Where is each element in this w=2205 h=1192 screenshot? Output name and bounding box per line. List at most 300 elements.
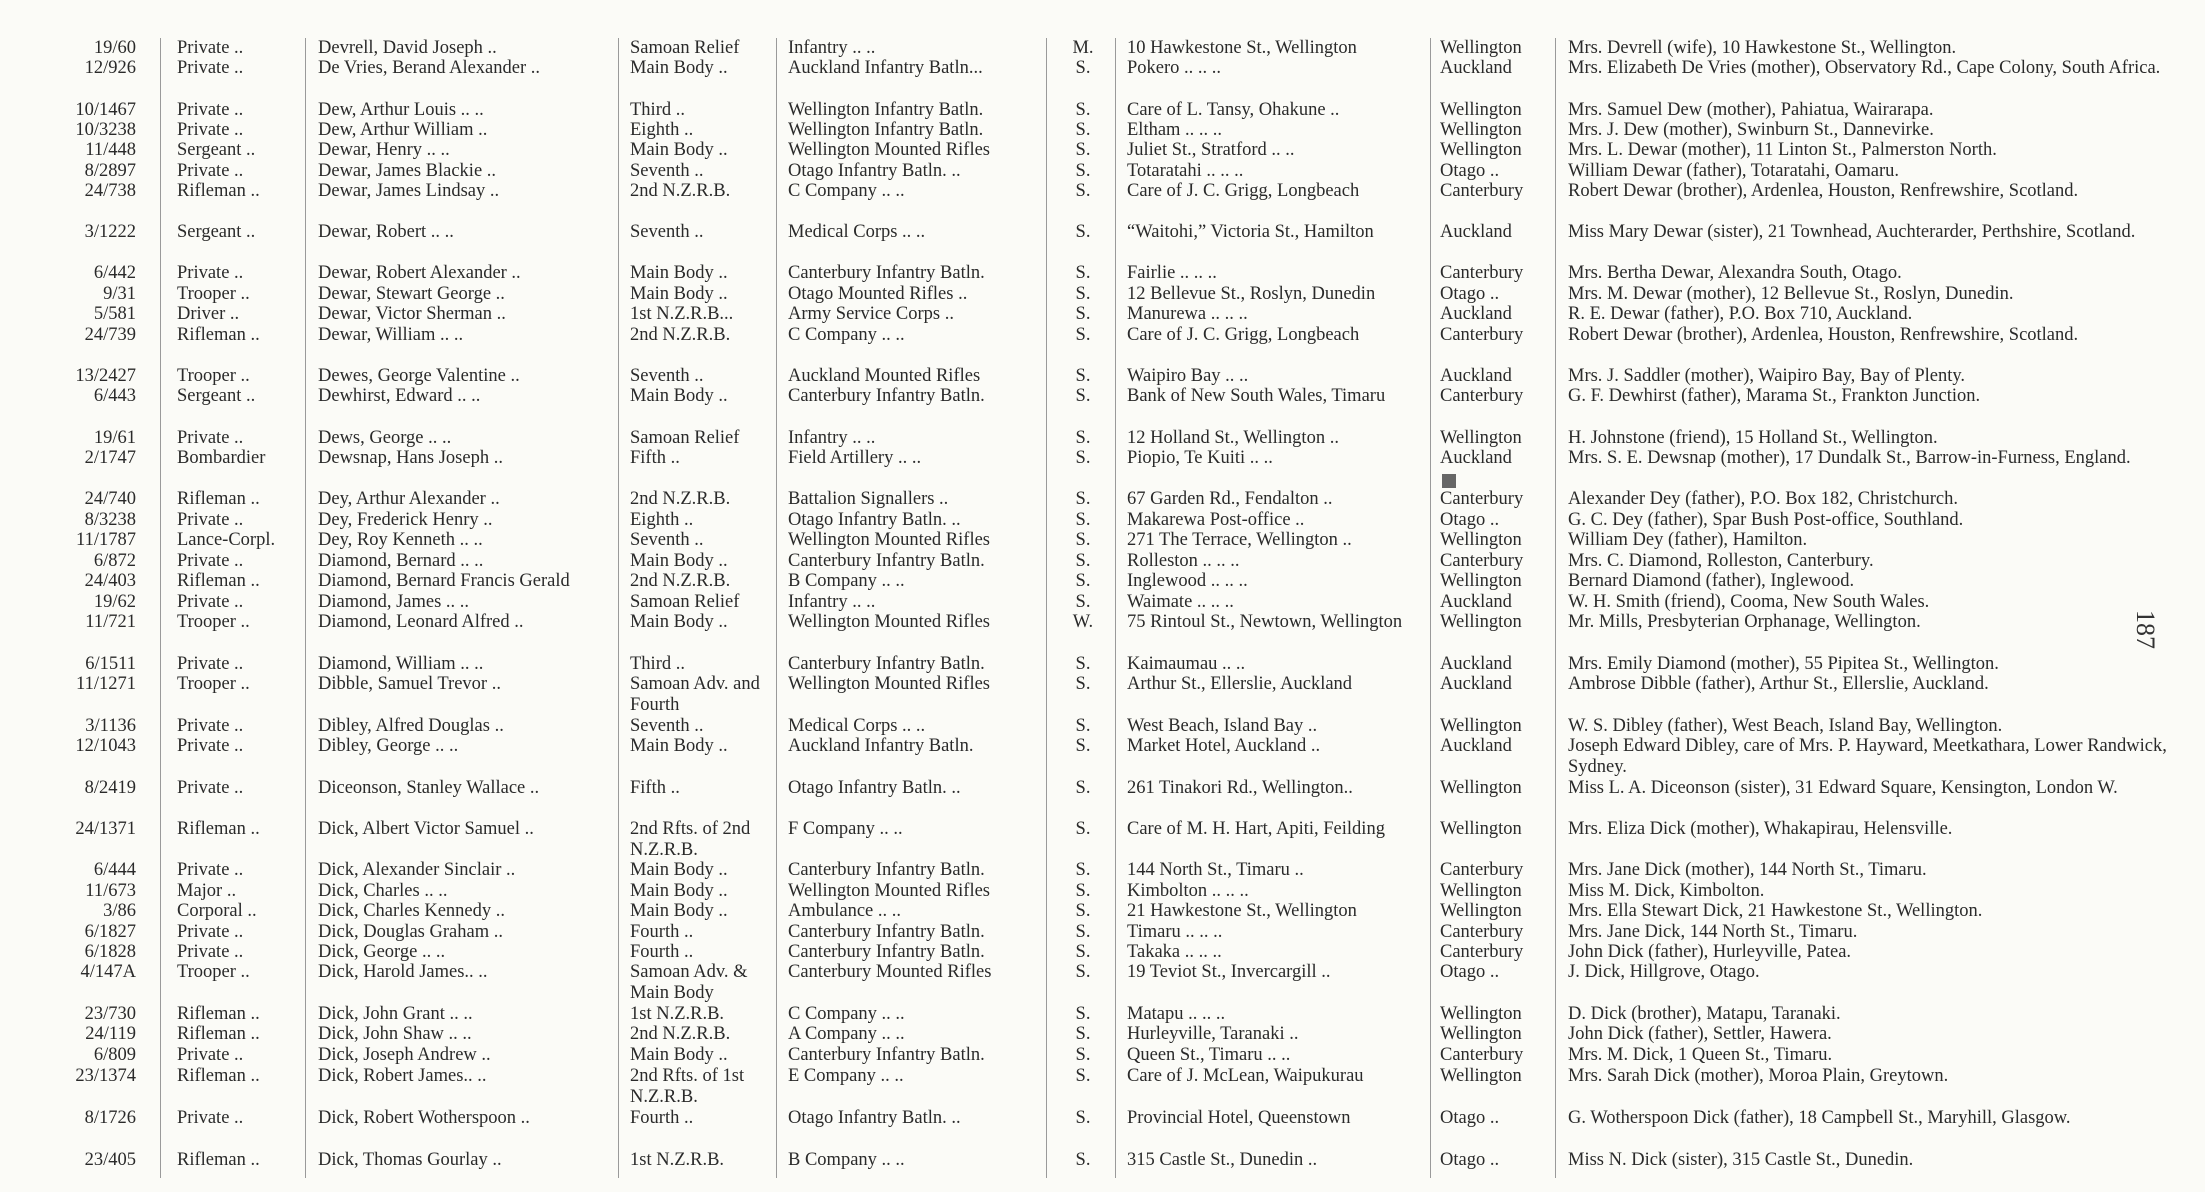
rank-cell: Bombardier: [177, 448, 266, 468]
kin-cell: G. Wotherspoon Dick (father), 18 Campbell St., Maryhill, Glasgow.: [1568, 1108, 2071, 1128]
rank-cell: Driver ..: [177, 304, 240, 324]
address-cell: Takaka .. .. ..: [1127, 942, 1222, 962]
rank-cell: Lance-Corpl.: [177, 530, 276, 550]
town-cell: Canterbury: [1440, 181, 1524, 201]
status-cell: S.: [1075, 922, 1091, 942]
kin-cell: Mrs. Emily Diamond (mother), 55 Pipitea St., Wellington.: [1568, 654, 1999, 674]
town-cell: Wellington: [1440, 120, 1522, 140]
name-cell: Devrell, David Joseph ..: [318, 38, 497, 58]
town-cell: Wellington: [1440, 819, 1522, 839]
town-cell: Otago ..: [1440, 284, 1500, 304]
num-cell: 6/1828: [84, 942, 136, 962]
town-cell: Wellington: [1440, 571, 1522, 591]
town-cell: Wellington: [1440, 38, 1522, 58]
rank-cell: Private ..: [177, 778, 244, 798]
draft-cell: 1st N.Z.R.B...: [630, 304, 734, 324]
address-cell: Eltham .. .. ..: [1127, 120, 1223, 140]
name-cell: Dey, Arthur Alexander ..: [318, 489, 500, 509]
num-cell: 11/448: [85, 140, 136, 160]
kin-cell: William Dey (father), Hamilton.: [1568, 530, 1808, 550]
kin-cell: R. E. Dewar (father), P.O. Box 710, Auckland.: [1568, 304, 1913, 324]
draft-cell: Samoan Adv. and Fourth: [630, 674, 760, 715]
draft-cell: Fifth ..: [630, 778, 680, 798]
rank-cell: Rifleman ..: [177, 1150, 260, 1170]
status-cell: S.: [1075, 1108, 1091, 1128]
kin-cell: G. F. Dewhirst (father), Marama St., Frankton Junction.: [1568, 386, 1981, 406]
name-cell: Dewar, James Lindsay ..: [318, 181, 500, 201]
kin-cell: Mrs. Jane Dick, 144 North St., Timaru.: [1568, 922, 1858, 942]
unit-cell: Canterbury Infantry Batln.: [788, 942, 985, 962]
address-cell: Bank of New South Wales, Timaru: [1127, 386, 1386, 406]
address-cell: Makarewa Post-office ..: [1127, 510, 1305, 530]
unit-cell: Field Artillery .. ..: [788, 448, 922, 468]
name-cell: Dick, Douglas Graham ..: [318, 922, 503, 942]
draft-cell: Fourth ..: [630, 922, 694, 942]
status-cell: S.: [1075, 140, 1091, 160]
rank-cell: Sergeant ..: [177, 222, 256, 242]
town-cell: Wellington: [1440, 778, 1522, 798]
town-cell: Canterbury: [1440, 860, 1524, 880]
name-cell: Dick, George .. ..: [318, 942, 446, 962]
kin-cell: Ambrose Dibble (father), Arthur St., Ellerslie, Auckland.: [1568, 674, 1989, 694]
name-cell: Dick, Alexander Sinclair ..: [318, 860, 516, 880]
status-cell: M.: [1072, 38, 1094, 58]
unit-cell: B Company .. ..: [788, 571, 905, 591]
kin-cell: Mrs. C. Diamond, Rolleston, Canterbury.: [1568, 551, 1874, 571]
address-cell: Totaratahi .. .. ..: [1127, 161, 1244, 181]
town-cell: Wellington: [1440, 1024, 1522, 1044]
status-cell: S.: [1075, 674, 1091, 694]
status-cell: S.: [1075, 386, 1091, 406]
address-cell: Market Hotel, Auckland ..: [1127, 736, 1321, 756]
unit-cell: Infantry .. ..: [788, 592, 876, 612]
town-cell: Auckland: [1440, 304, 1512, 324]
draft-cell: Fourth ..: [630, 942, 694, 962]
kin-cell: Mrs. J. Saddler (mother), Waipiro Bay, Bay of Plenty.: [1568, 366, 1966, 386]
kin-cell: Miss M. Dick, Kimbolton.: [1568, 881, 1765, 901]
status-cell: S.: [1075, 1045, 1091, 1065]
address-cell: Hurleyville, Taranaki ..: [1127, 1024, 1299, 1044]
name-cell: Diceonson, Stanley Wallace ..: [318, 778, 540, 798]
town-cell: Otago ..: [1440, 1150, 1500, 1170]
draft-cell: Samoan Relief: [630, 38, 740, 58]
unit-cell: Otago Infantry Batln. ..: [788, 510, 961, 530]
address-cell: Pokero .. .. ..: [1127, 58, 1222, 78]
name-cell: Diamond, Leonard Alfred ..: [318, 612, 524, 632]
num-cell: 19/61: [93, 428, 136, 448]
column-rule: [305, 38, 306, 1178]
status-cell: S.: [1075, 325, 1091, 345]
status-cell: S.: [1075, 304, 1091, 324]
rank-cell: Private ..: [177, 100, 244, 120]
draft-cell: 1st N.Z.R.B.: [630, 1150, 725, 1170]
name-cell: Dewar, Victor Sherman ..: [318, 304, 506, 324]
address-cell: Care of J. C. Grigg, Longbeach: [1127, 181, 1360, 201]
kin-cell: Robert Dewar (brother), Ardenlea, Houston, Renfrewshire, Scotland.: [1568, 181, 2079, 201]
status-cell: S.: [1075, 592, 1091, 612]
kin-cell: Alexander Dey (father), P.O. Box 182, Christchurch.: [1568, 489, 1958, 509]
unit-cell: Ambulance .. ..: [788, 901, 902, 921]
status-cell: S.: [1075, 428, 1091, 448]
name-cell: Dick, Thomas Gourlay ..: [318, 1150, 502, 1170]
unit-cell: C Company .. ..: [788, 1004, 905, 1024]
name-cell: Dick, Robert Wotherspoon ..: [318, 1108, 530, 1128]
unit-cell: Canterbury Infantry Batln.: [788, 551, 985, 571]
town-cell: Wellington: [1440, 530, 1522, 550]
address-cell: Care of L. Tansy, Ohakune ..: [1127, 100, 1340, 120]
rank-cell: Private ..: [177, 120, 244, 140]
kin-cell: Mrs. Jane Dick (mother), 144 North St., Timaru.: [1568, 860, 1927, 880]
rank-cell: Private ..: [177, 1045, 244, 1065]
unit-cell: Army Service Corps ..: [788, 304, 954, 324]
name-cell: Dew, Arthur William ..: [318, 120, 488, 140]
name-cell: Dewar, William .. ..: [318, 325, 464, 345]
status-cell: S.: [1075, 284, 1091, 304]
draft-cell: 1st N.Z.R.B.: [630, 1004, 725, 1024]
town-cell: Auckland: [1440, 674, 1512, 694]
status-cell: S.: [1075, 510, 1091, 530]
name-cell: Dewar, Stewart George ..: [318, 284, 505, 304]
town-cell: Auckland: [1440, 448, 1512, 468]
address-cell: Waimate .. .. ..: [1127, 592, 1234, 612]
unit-cell: Medical Corps .. ..: [788, 716, 926, 736]
num-cell: 9/31: [103, 284, 136, 304]
unit-cell: Wellington Mounted Rifles: [788, 612, 990, 632]
address-cell: Kimbolton .. .. ..: [1127, 881, 1249, 901]
draft-cell: Main Body ..: [630, 263, 728, 283]
address-cell: Arthur St., Ellerslie, Auckland: [1127, 674, 1353, 694]
unit-cell: Auckland Infantry Batln...: [788, 58, 983, 78]
status-cell: S.: [1075, 1150, 1091, 1170]
unit-cell: Medical Corps .. ..: [788, 222, 926, 242]
unit-cell: Wellington Mounted Rifles: [788, 881, 990, 901]
address-cell: 10 Hawkestone St., Wellington: [1127, 38, 1357, 58]
kin-cell: Mr. Mills, Presbyterian Orphanage, Wellington.: [1568, 612, 1921, 632]
unit-cell: Otago Mounted Rifles ..: [788, 284, 968, 304]
rank-cell: Trooper ..: [177, 284, 250, 304]
address-cell: Piopio, Te Kuiti .. ..: [1127, 448, 1273, 468]
num-cell: 6/1827: [84, 922, 136, 942]
town-cell: Canterbury: [1440, 1045, 1524, 1065]
num-cell: 24/403: [84, 571, 136, 591]
status-cell: S.: [1075, 819, 1091, 839]
unit-cell: C Company .. ..: [788, 181, 905, 201]
town-cell: Canterbury: [1440, 386, 1524, 406]
draft-cell: Samoan Relief: [630, 592, 740, 612]
status-cell: S.: [1075, 263, 1091, 283]
name-cell: De Vries, Berand Alexander ..: [318, 58, 541, 78]
status-cell: S.: [1075, 120, 1091, 140]
unit-cell: Canterbury Infantry Batln.: [788, 860, 985, 880]
num-cell: 6/1511: [85, 654, 136, 674]
address-cell: 75 Rintoul St., Newtown, Wellington: [1127, 612, 1403, 632]
unit-cell: Canterbury Mounted Rifles: [788, 962, 992, 982]
status-cell: S.: [1075, 716, 1091, 736]
draft-cell: Fourth ..: [630, 1108, 694, 1128]
draft-cell: 2nd N.Z.R.B.: [630, 325, 731, 345]
name-cell: Dewhirst, Edward .. ..: [318, 386, 481, 406]
rank-cell: Rifleman ..: [177, 1066, 260, 1086]
name-cell: Dick, Albert Victor Samuel ..: [318, 819, 534, 839]
rank-cell: Trooper ..: [177, 962, 250, 982]
status-cell: S.: [1075, 489, 1091, 509]
unit-cell: Canterbury Infantry Batln.: [788, 654, 985, 674]
name-cell: Dewar, Henry .. ..: [318, 140, 450, 160]
num-cell: 11/1271: [76, 674, 136, 694]
num-cell: 24/738: [84, 181, 136, 201]
status-cell: W.: [1072, 612, 1094, 632]
status-cell: S.: [1075, 1024, 1091, 1044]
rank-cell: Private ..: [177, 942, 244, 962]
name-cell: Dick, Charles .. ..: [318, 881, 448, 901]
address-cell: 19 Teviot St., Invercargill ..: [1127, 962, 1331, 982]
town-cell: Canterbury: [1440, 942, 1524, 962]
town-cell: Auckland: [1440, 222, 1512, 242]
name-cell: Dewar, James Blackie ..: [318, 161, 497, 181]
kin-cell: Mrs. S. E. Dewsnap (mother), 17 Dundalk St., Barrow-in-Furness, England.: [1568, 448, 2131, 468]
kin-cell: J. Dick, Hillgrove, Otago.: [1568, 962, 1760, 982]
kin-cell: W. H. Smith (friend), Cooma, New South Wales.: [1568, 592, 1930, 612]
town-cell: Wellington: [1440, 612, 1522, 632]
draft-cell: Samoan Adv. & Main Body: [630, 962, 748, 1003]
draft-cell: Main Body ..: [630, 881, 728, 901]
draft-cell: Eighth ..: [630, 120, 694, 140]
name-cell: Dewsnap, Hans Joseph ..: [318, 448, 503, 468]
draft-cell: 2nd N.Z.R.B.: [630, 571, 731, 591]
kin-cell: Mrs. M. Dewar (mother), 12 Bellevue St., Roslyn, Dunedin.: [1568, 284, 2014, 304]
rank-cell: Rifleman ..: [177, 819, 260, 839]
kin-cell: Mrs. M. Dick, 1 Queen St., Timaru.: [1568, 1045, 1833, 1065]
status-cell: S.: [1075, 901, 1091, 921]
rank-cell: Private ..: [177, 428, 244, 448]
rank-cell: Private ..: [177, 161, 244, 181]
rank-cell: Private ..: [177, 922, 244, 942]
kin-cell: Mrs. Sarah Dick (mother), Moroa Plain, Greytown.: [1568, 1066, 1949, 1086]
unit-cell: Otago Infantry Batln. ..: [788, 161, 961, 181]
name-cell: Dibley, Alfred Douglas ..: [318, 716, 504, 736]
status-cell: S.: [1075, 366, 1091, 386]
unit-cell: Otago Infantry Batln. ..: [788, 1108, 961, 1128]
rank-cell: Rifleman ..: [177, 571, 260, 591]
rank-cell: Rifleman ..: [177, 1004, 260, 1024]
name-cell: Dick, Joseph Andrew ..: [318, 1045, 491, 1065]
address-cell: Fairlie .. .. ..: [1127, 263, 1217, 283]
status-cell: S.: [1075, 1004, 1091, 1024]
address-cell: Provincial Hotel, Queenstown: [1127, 1108, 1351, 1128]
page-number: 187: [2131, 610, 2160, 649]
status-cell: S.: [1075, 571, 1091, 591]
num-cell: 19/62: [93, 592, 136, 612]
rank-cell: Private ..: [177, 736, 244, 756]
draft-cell: 2nd Rfts. of 2nd N.Z.R.B.: [630, 819, 751, 860]
name-cell: Dick, John Shaw .. ..: [318, 1024, 472, 1044]
address-cell: 315 Castle St., Dunedin ..: [1127, 1150, 1318, 1170]
unit-cell: Wellington Mounted Rifles: [788, 530, 990, 550]
town-cell: Wellington: [1440, 140, 1522, 160]
rank-cell: Private ..: [177, 716, 244, 736]
num-cell: 8/1726: [84, 1108, 136, 1128]
draft-cell: Seventh ..: [630, 716, 704, 736]
rank-cell: Trooper ..: [177, 674, 250, 694]
num-cell: 3/86: [103, 901, 136, 921]
num-cell: 8/2897: [84, 161, 136, 181]
draft-cell: Main Body ..: [630, 1045, 728, 1065]
draft-cell: Samoan Relief: [630, 428, 740, 448]
kin-cell: Miss L. A. Diceonson (sister), 31 Edward Square, Kensington, London W.: [1568, 778, 2118, 798]
num-cell: 8/3238: [84, 510, 136, 530]
num-cell: 2/1747: [84, 448, 136, 468]
kin-cell: Mrs. L. Dewar (mother), 11 Linton St., Palmerston North.: [1568, 140, 1997, 160]
status-cell: S.: [1075, 161, 1091, 181]
address-cell: 261 Tinakori Rd., Wellington..: [1127, 778, 1353, 798]
kin-cell: D. Dick (brother), Matapu, Taranaki.: [1568, 1004, 1841, 1024]
status-cell: S.: [1075, 551, 1091, 571]
rank-cell: Rifleman ..: [177, 181, 260, 201]
num-cell: 3/1136: [85, 716, 136, 736]
town-cell: Wellington: [1440, 881, 1522, 901]
status-cell: S.: [1075, 1066, 1091, 1086]
draft-cell: Third ..: [630, 100, 685, 120]
address-cell: Inglewood .. .. ..: [1127, 571, 1248, 591]
unit-cell: Canterbury Infantry Batln.: [788, 386, 985, 406]
town-cell: Canterbury: [1440, 551, 1524, 571]
address-cell: 271 The Terrace, Wellington ..: [1127, 530, 1352, 550]
num-cell: 6/809: [93, 1045, 136, 1065]
address-cell: “Waitohi,” Victoria St., Hamilton: [1127, 222, 1374, 242]
unit-cell: Infantry .. ..: [788, 38, 876, 58]
unit-cell: Wellington Mounted Rifles: [788, 674, 990, 694]
draft-cell: 2nd N.Z.R.B.: [630, 1024, 731, 1044]
rank-cell: Rifleman ..: [177, 1024, 260, 1044]
kin-cell: Mrs. Elizabeth De Vries (mother), Observatory Rd., Cape Colony, South Africa.: [1568, 58, 2161, 78]
town-cell: Canterbury: [1440, 489, 1524, 509]
draft-cell: Seventh ..: [630, 366, 704, 386]
town-cell: Otago ..: [1440, 161, 1500, 181]
rank-cell: Corporal ..: [177, 901, 257, 921]
name-cell: Dewes, George Valentine ..: [318, 366, 520, 386]
name-cell: Dibble, Samuel Trevor ..: [318, 674, 501, 694]
town-cell: Canterbury: [1440, 263, 1524, 283]
ink-speck: [1442, 474, 1456, 488]
kin-cell: Mrs. Devrell (wife), 10 Hawkestone St., Wellington.: [1568, 38, 1957, 58]
kin-cell: John Dick (father), Hurleyville, Patea.: [1568, 942, 1852, 962]
status-cell: S.: [1075, 778, 1091, 798]
address-cell: Rolleston .. .. ..: [1127, 551, 1240, 571]
name-cell: Diamond, Bernard .. ..: [318, 551, 484, 571]
num-cell: 19/60: [93, 38, 136, 58]
address-cell: 144 North St., Timaru ..: [1127, 860, 1304, 880]
unit-cell: Auckland Mounted Rifles: [788, 366, 981, 386]
kin-cell: Mrs. Ella Stewart Dick, 21 Hawkestone St., Wellington.: [1568, 901, 1983, 921]
num-cell: 11/673: [85, 881, 136, 901]
name-cell: Diamond, Bernard Francis Gerald: [318, 571, 570, 591]
address-cell: 12 Holland St., Wellington ..: [1127, 428, 1339, 448]
num-cell: 23/405: [84, 1150, 136, 1170]
num-cell: 24/740: [84, 489, 136, 509]
kin-cell: Joseph Edward Dibley, care of Mrs. P. Hayward, Meetkathara, Lower Randwick, Sydney.: [1568, 736, 2167, 777]
unit-cell: Battalion Signallers ..: [788, 489, 949, 509]
town-cell: Auckland: [1440, 654, 1512, 674]
address-cell: 21 Hawkestone St., Wellington: [1127, 901, 1357, 921]
num-cell: 6/443: [93, 386, 136, 406]
draft-cell: Main Body ..: [630, 386, 728, 406]
rank-cell: Rifleman ..: [177, 489, 260, 509]
town-cell: Wellington: [1440, 901, 1522, 921]
draft-cell: Main Body ..: [630, 551, 728, 571]
num-cell: 23/1374: [75, 1066, 136, 1086]
kin-cell: Mrs. Samuel Dew (mother), Pahiatua, Wairarapa.: [1568, 100, 1934, 120]
num-cell: 10/3238: [75, 120, 136, 140]
kin-cell: John Dick (father), Settler, Hawera.: [1568, 1024, 1832, 1044]
address-cell: Manurewa .. .. ..: [1127, 304, 1248, 324]
draft-cell: Main Body ..: [630, 612, 728, 632]
town-cell: Wellington: [1440, 716, 1522, 736]
draft-cell: Main Body ..: [630, 860, 728, 880]
name-cell: Dibley, George .. ..: [318, 736, 459, 756]
unit-cell: A Company .. ..: [788, 1024, 905, 1044]
draft-cell: Seventh ..: [630, 222, 704, 242]
unit-cell: Auckland Infantry Batln.: [788, 736, 974, 756]
town-cell: Wellington: [1440, 100, 1522, 120]
kin-cell: G. C. Dey (father), Spar Bush Post-office, Southland.: [1568, 510, 1964, 530]
column-rule: [1115, 38, 1116, 1178]
rank-cell: Private ..: [177, 1108, 244, 1128]
status-cell: S.: [1075, 181, 1091, 201]
num-cell: 4/147A: [80, 962, 136, 982]
draft-cell: Seventh ..: [630, 530, 704, 550]
rank-cell: Sergeant ..: [177, 386, 256, 406]
kin-cell: Mrs. Bertha Dewar, Alexandra South, Otago.: [1568, 263, 1902, 283]
status-cell: S.: [1075, 881, 1091, 901]
num-cell: 24/739: [84, 325, 136, 345]
name-cell: Dick, Harold James.. ..: [318, 962, 488, 982]
kin-cell: W. S. Dibley (father), West Beach, Island Bay, Wellington.: [1568, 716, 2003, 736]
address-cell: Kaimaumau .. ..: [1127, 654, 1246, 674]
name-cell: Dewar, Robert Alexander ..: [318, 263, 521, 283]
name-cell: Dick, Robert James.. ..: [318, 1066, 487, 1086]
num-cell: 12/1043: [75, 736, 136, 756]
draft-cell: Main Body ..: [630, 140, 728, 160]
town-cell: Wellington: [1440, 1004, 1522, 1024]
address-cell: Juliet St., Stratford .. ..: [1127, 140, 1295, 160]
name-cell: Dey, Roy Kenneth .. ..: [318, 530, 483, 550]
column-rule: [160, 38, 161, 1178]
rank-cell: Rifleman ..: [177, 325, 260, 345]
unit-cell: Infantry .. ..: [788, 428, 876, 448]
num-cell: 11/721: [85, 612, 136, 632]
draft-cell: Main Body ..: [630, 284, 728, 304]
kin-cell: H. Johnstone (friend), 15 Holland St., Wellington.: [1568, 428, 1938, 448]
town-cell: Auckland: [1440, 736, 1512, 756]
name-cell: Dick, John Grant .. ..: [318, 1004, 473, 1024]
num-cell: 5/581: [93, 304, 136, 324]
address-cell: Care of J. McLean, Waipukurau: [1127, 1066, 1364, 1086]
status-cell: S.: [1075, 100, 1091, 120]
draft-cell: Third ..: [630, 654, 685, 674]
kin-cell: Mrs. J. Dew (mother), Swinburn St., Dannevirke.: [1568, 120, 1934, 140]
address-cell: Matapu .. .. ..: [1127, 1004, 1226, 1024]
rank-cell: Major ..: [177, 881, 237, 901]
town-cell: Auckland: [1440, 366, 1512, 386]
num-cell: 6/444: [93, 860, 136, 880]
num-cell: 11/1787: [76, 530, 136, 550]
name-cell: Dick, Charles Kennedy ..: [318, 901, 506, 921]
kin-cell: Mrs. Eliza Dick (mother), Whakapirau, Helensville.: [1568, 819, 1953, 839]
draft-cell: 2nd N.Z.R.B.: [630, 181, 731, 201]
column-rule: [1046, 38, 1047, 1178]
unit-cell: Canterbury Infantry Batln.: [788, 263, 985, 283]
kin-cell: William Dewar (father), Totaratahi, Oamaru.: [1568, 161, 1899, 181]
